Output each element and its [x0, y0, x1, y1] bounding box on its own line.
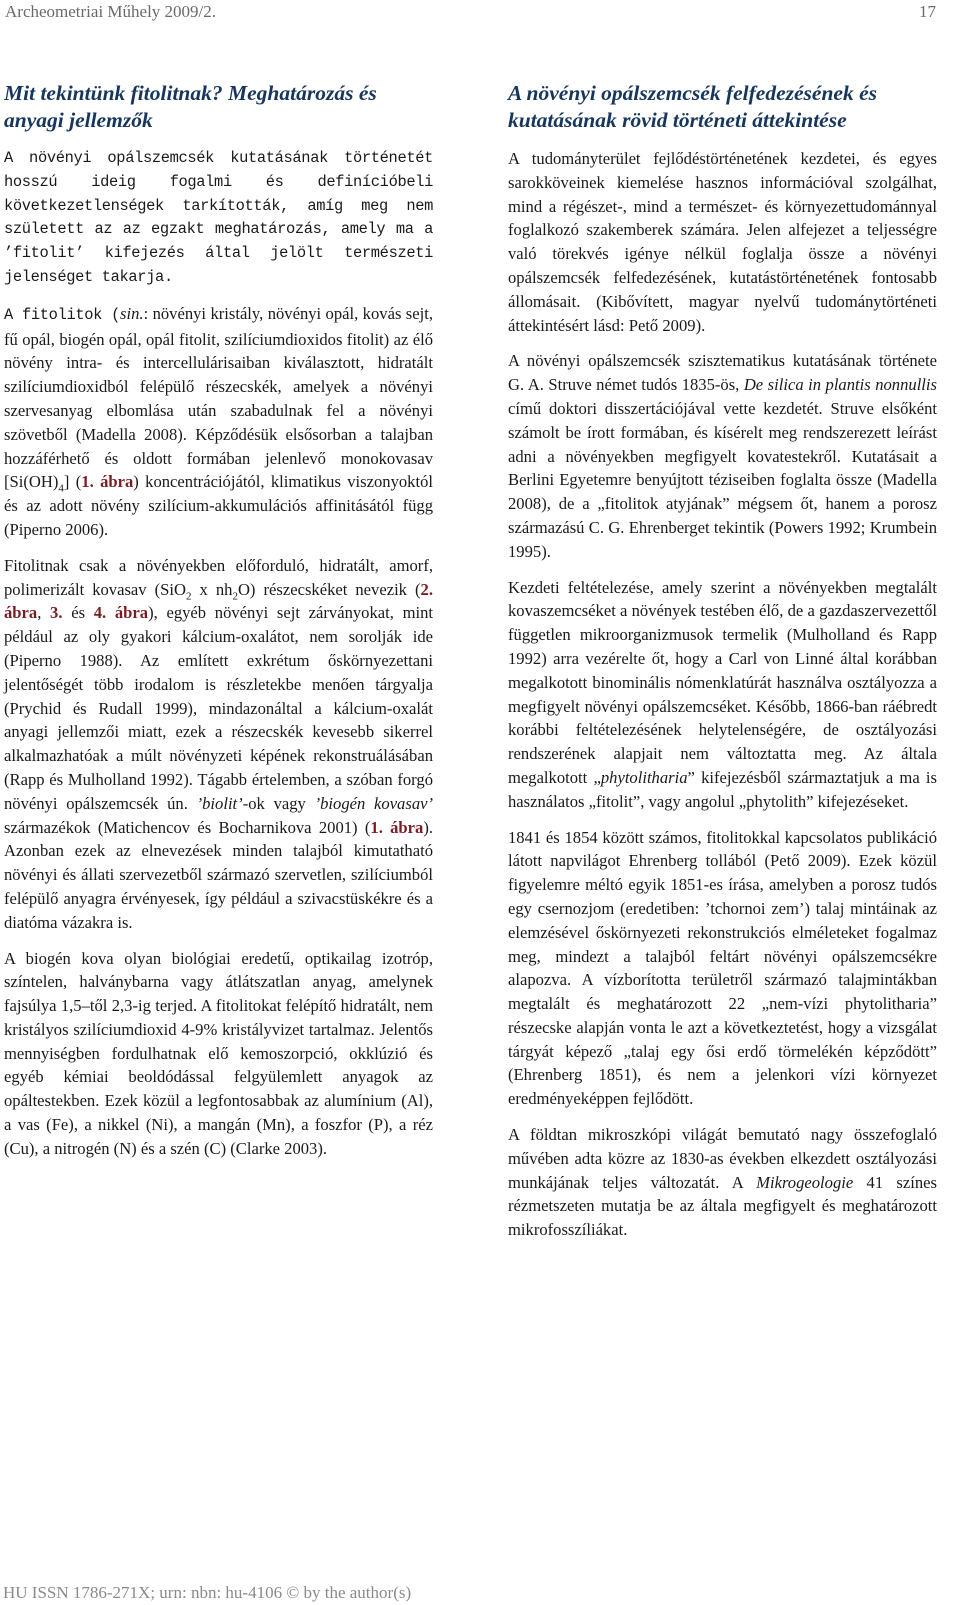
italic-span: phytolitharia [600, 767, 688, 787]
paragraph-publications: 1841 és 1854 között számos, fitolitokkal kapcsolatos publikáció látott napvilágot Ehrenberg tollából (Pető 2009). Ezek közül figyelemre méltó egyik 1851-es írása, amelyben a porosz tudós egy csernozjom (eredetiben: ’tchornoi zem’) talaj mintáinak az elemzésével őskörnyezeti rekonstrukciós elméleteket fogalmaz meg, mindezt a talajból feltárt növényi opálszemcsékre alapozva. A vízborította területről származó talajmintákban megtalált és meghatározott 22 „nem-vízi phytolitharia” részecske alapján vonta le azt a következtetést, hogy a vizsgálat tárgyát képező „talaj egy ősi erdő törmelékén képződött” (Ehrenberg 1851), és nem a jelenkori vízi környezet eredményeképpen fejlődött. [508, 827, 937, 1109]
text-span: 41 színes rézmetszeten mutatja be az általa megfigyelt és meghatározott mikrofosszíliákat. [508, 1172, 937, 1240]
text-span: Fitolitnak csak a növényekben előforduló, hidratált, amorf, polimerizált kovasav (SiO [4, 555, 433, 599]
text-span: ) koncentrációjától, klimatikus viszonyoktól és az adott növény szilícium-akkumulációs affinitásától függ (Piperno 2006). [4, 472, 433, 539]
paragraph-opal-particles [4, 554, 433, 935]
text-span: ” kifejezésből származtatjuk a ma is használatos „fitolit”, vagy angolul „phytolith” kifejezéseket. [508, 767, 937, 811]
text-span: : növényi kristály, növényi opál, kovás sejt, fű opál, biogén opál, opál fitolit, szilíciumdioxidos fitolit) az élő növény intra- és intercellulárisaiban kiválasztott, hidratált szilíciumdioxidból felépülő részecskék, amelyek a növényi szervesanyag elbomlása után szabadulnak fel a növényi szövetből (Madella 2008). Képződésük elsősorban a talajban hozzáférhető és oldott formában jelenlevő monokovasav [Si(OH) [4, 303, 433, 492]
subscript: 4 [58, 482, 64, 495]
italic-span: Mikrogeologie [756, 1172, 854, 1192]
paragraph-mikrogeologie [508, 1123, 937, 1242]
italic-span: De silica in plantis nonnullis [743, 375, 937, 395]
paragraph-fitolit-definition [4, 302, 433, 542]
text-span: A növényi opálszemcsék szisztematikus kutatásának története G. A. Struve német tudós 1835-ös, [508, 351, 937, 395]
journal-header: Archeometriai Műhely 2009/2. [5, 2, 217, 21]
text-span: ). Azonban ezek az elnevezések minden talajból kimutatható növényi és állati szervezetből származó szervetlen, szilíciumból felépülő anyagra érvényesek, így például a szivacstüskékre és a diatóma vázakra is. [4, 817, 434, 932]
footer-issn: HU ISSN 1786-271X; urn: nbn: hu-4106 © by the author(s) [3, 1583, 412, 1602]
text-span: , [37, 603, 51, 623]
figure-ref-2[interactable]: 2. ábra [4, 579, 433, 623]
paragraph-ehrenberg [508, 576, 937, 814]
text-span: Kezdeti feltételezése, amely szerint a növényekben megtalált kovaszemcséket a növények testében élő, de a gazdaszervezettől független mikroorganizmusok termelik (Mulholland és Rapp 1992) arra vezérelte őt, hogy a Carl von Linné által korábban megalkotott binominális nómenklatúrát használva osztályozza a megfigyelt növényi opálszemcséket. Később, 1866-ban ráébredt korábbi feltételezésének helytelenségére, de osztályozási rendszerének alapjait nem változtatta meg. Az általa megalkotott „ [508, 577, 937, 787]
italic-span: ’biolit’ [196, 793, 243, 813]
paragraph-biogenic-silica: A biogén kova olyan biológiai eredetű, optikailag izotróp, színtelen, halványbarna vagy átlátszatlan anyag, amelynek fajsúlya 1,5–től 2,3-ig terjed. A fitolitokat felépítő hidratált, nem kristályos szilíciumdioxid 4-9% kristályvizet tartalmaz. Jelentős mennyiségben fordulhatnak elő kemoszorpció, okklúzió és egyéb kémiai beoldódással felgyülemlett anyagok az opáltestekben. Ezek közül a legfontosabbak az alumínium (Al), a vas (Fe), a nikkel (Ni), a mangán (Mn), a foszfor (P), a réz (Cu), a nitrogén (N) és a szén (C) (Clarke 2003). [4, 948, 433, 1158]
paragraph-history-intro: A tudományterület fejlődéstörténetének kezdetei, és egyes sarokköveinek kiemelése hasznos információval szolgálhat, mind a régészet-, mind a természet- és környezettudománnyal foglalkozó szakemberek számára. Jelen alfejezet a teljességre való törekvés igénye nélkül foglalja össze a növényi opálszemcsék felfedezésének, kutatástörténetének fontosabb állomásait. (Kibővített, magyar nyelvű tudománytörténeti áttekintésért lásd: Pető 2009). [508, 149, 937, 335]
paragraph-struve [508, 349, 937, 563]
page-number: 17 [919, 2, 936, 21]
italic-span: ’biogén kovasav’ [314, 793, 434, 813]
section-heading-history: A növényi opálszemcsék felfedezésének és kutatásának rövid történeti áttekintése [508, 81, 877, 132]
section-heading-definition: Mit tekintünk fitolitnak? Meghatározás és anyagi jellemzők [4, 81, 377, 132]
italic-span: sin. [120, 303, 144, 323]
text-span: című doktori disszertációjával vette kezdetét. Struve elsőként számolt be írott formában, és kísérelt meg rendszerezett leírást adni a növényekben megfigyelt kovatestekről. Kutatásait a Berlini Egyetemre benyújtott téziseiben foglalta össze (Madella 2008), de a „fitolitok atyjának” mégsem őt, hanem a porosz származású C. G. Ehrenberget tekintik (Powers 1992; Krumbein 1995). [508, 398, 937, 561]
text-span: A fitolitok ( [4, 305, 121, 324]
figure-ref-4[interactable]: 4. ábra [93, 603, 149, 623]
text-span: A földtan mikroszkópi világát bemutató nagy összefoglaló művében adta közre az 1830-as években elkezdett osztályozási munkájának teljes változatát. A [508, 1125, 937, 1192]
text-span: ] ( [63, 472, 82, 492]
text-span: ), egyéb növényi sejt zárványokat, mint például az oly gyakori kálcium-oxalátot, nem sorolják ide (Piperno 1988). Az említett exkrétum őskörnyezettani jelentőségét több irodalom is részletekbe menően tárgyalja (Prychid és Rudall 1999), mindazonáltal a kálcium-oxalát anyagi jellemzői miatt, ezek a részecskék kevesebb sikerrel alkalmazhatóak a múlt növényzeti képének rekonstruálásában (Rapp és Mulholland 1992). Tágabb értelemben, a szóban forgó növényi opálszemcsék ún. [4, 603, 434, 813]
text-span: származékok (Matichencov és Bocharnikova 2001) ( [4, 817, 371, 837]
subscript: 2 [232, 589, 238, 602]
text-span: -ok vagy [242, 793, 315, 813]
figure-ref-1b[interactable]: 1. ábra [370, 817, 424, 837]
paragraph-intro: A növényi opálszemcsék kutatásának történetét hosszú ideig fogalmi és definícióbeli következetlenségek tarkították, amíg meg nem született az az egzakt meghatározás, amely ma a ’fitolit’ kifejezés által jelölt természeti jelenséget takarja. [4, 149, 433, 286]
left-column [4, 80, 433, 1173]
text-span: O) részecskéket nevezik ( [237, 579, 421, 599]
figure-ref-3[interactable]: 3. [50, 603, 63, 623]
text-span: és [62, 603, 94, 623]
right-column [508, 80, 937, 1254]
text-span: x nh [191, 579, 233, 599]
subscript: 2 [185, 589, 192, 602]
figure-ref-1[interactable]: 1. ábra [81, 472, 134, 492]
